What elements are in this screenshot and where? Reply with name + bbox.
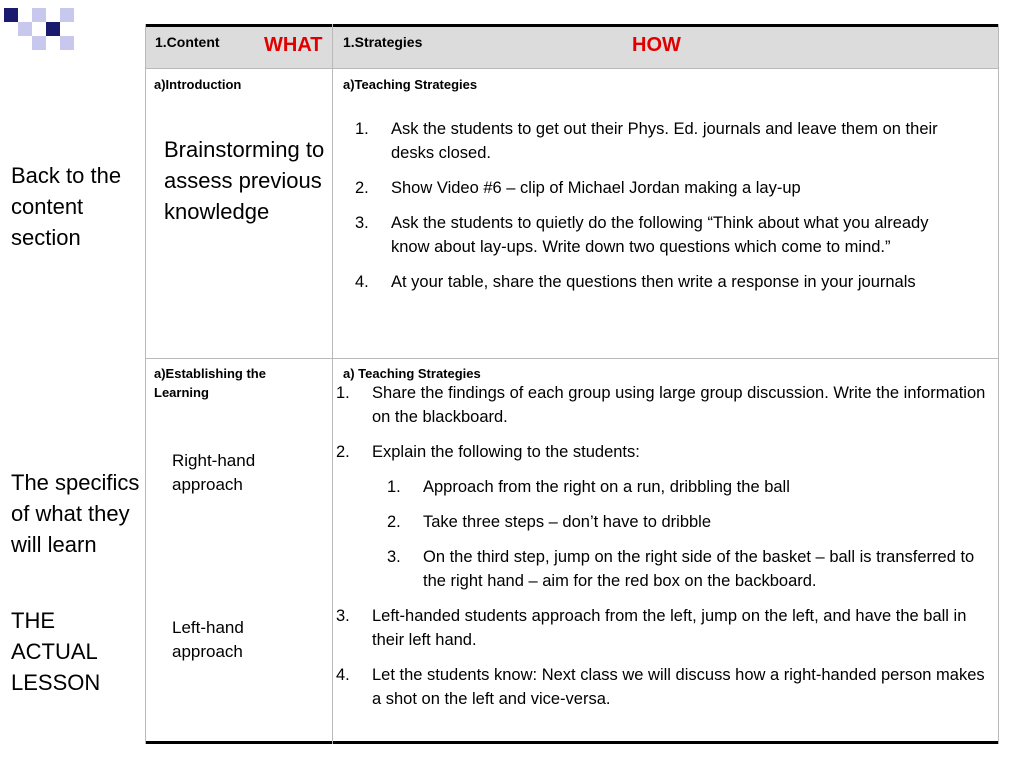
header-content: 1.Content [155, 34, 220, 50]
side-note-actual-lesson: THE ACTUAL LESSON [11, 608, 101, 695]
side-note-specifics: The specifics of what they will learn [11, 470, 140, 557]
table-bottom-border [145, 741, 999, 744]
row2-substeps [372, 475, 986, 593]
row2-strategy-label: a) Teaching Strategies [343, 366, 481, 381]
list-item: 2. Explain the following to the students: 1. Approach from the right on a run, dribbling the ball 2. Take three steps – don’t have to dribble 3. On the third step, jump on the right side of the basket – ball is transferred to the right hand – aim for the red box on the backboard. [336, 440, 986, 593]
list-item: 4. At your table, share the questions then write a response in your journals [355, 273, 916, 291]
row2-right-hand: Right-hand approach [172, 451, 256, 494]
side-note-content-back: Back to the content section [11, 163, 122, 250]
row1-strategy-label: a)Teaching Strategies [343, 77, 478, 92]
list-item: 1. Share the findings of each group using large group discussion. Write the information on the blackboard. [336, 384, 986, 426]
row2-content-label: a)Establishing the Learning [154, 366, 266, 400]
header-strategies: 1.Strategies [343, 34, 423, 50]
row1-steps [355, 117, 965, 305]
table-right-border [998, 24, 999, 744]
row2-steps [336, 381, 986, 722]
row2-left-hand: Left-hand approach [172, 618, 244, 661]
list-item: 3. Left-handed students approach from the left, jump on the left, and have the ball in their left hand. [336, 607, 967, 649]
list-item: 1. Approach from the right on a run, dribbling the ball [387, 478, 790, 496]
row1-content-label: a)Introduction [154, 77, 242, 92]
list-item: 3. On the third step, jump on the right side of the basket – ball is transferred to the right hand – aim for the red box on the backboard. [387, 548, 975, 590]
header-what: WHAT [264, 34, 323, 56]
lesson-table [145, 24, 999, 744]
column-divider [332, 24, 333, 744]
list-item: 2. Show Video #6 – clip of Michael Jordan making a lay-up [355, 179, 801, 197]
list-item: 2. Take three steps – don’t have to dribble [387, 513, 712, 531]
row-divider-1 [145, 68, 999, 69]
list-item: 3. Ask the students to quietly do the following “Think about what you already know about lay-ups. Write down two questions which come to mind.” [355, 214, 929, 256]
table-left-border [145, 24, 146, 744]
list-item: 4. Let the students know: Next class we will discuss how a right-handed person makes a shot on the left and vice-versa. [336, 666, 985, 708]
header-how: HOW [632, 34, 681, 56]
row1-content-body: Brainstorming to assess previous knowledge [164, 137, 325, 224]
table-top-border [145, 24, 999, 27]
decorative-squares [0, 0, 90, 70]
list-item: 1. Ask the students to get out their Phys. Ed. journals and leave them on their desks closed. [355, 120, 938, 162]
row-divider-2 [145, 358, 999, 359]
